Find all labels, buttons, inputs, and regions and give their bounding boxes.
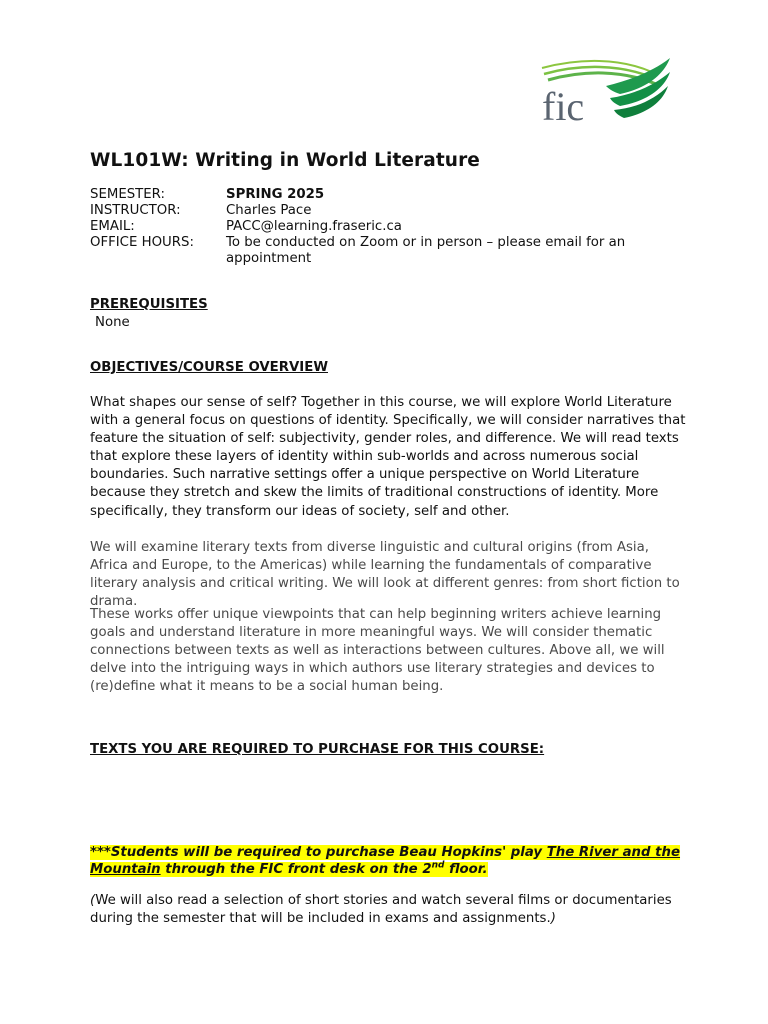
notice-superscript: nd [431,860,445,871]
meta-label: OFFICE HOURS: [90,235,194,250]
objectives-paragraph-2: We will examine literary texts from diverse linguistic and cultural origins (from Asia, Africa and Europe, to the Americas) while learning the fundamentals of comparative literary analysis and critical writing. We will look at different genres: from short fiction to drama. [90,540,680,610]
meta-label: EMAIL: [90,219,135,234]
book-title: The River and the Mountain [90,845,681,877]
note-open-paren: ( [90,893,96,908]
additional-readings-note [90,892,690,928]
fic-swoosh-icon [540,50,674,126]
meta-value: Charles Pace [226,203,312,218]
note-body: We will also read a selection of short stories and watch several films or documentaries during the semester that will be included in exams and assignments. [90,893,672,926]
objectives-paragraph-1: What shapes our sense of self? Together in this course, we will explore World Literature with a general focus on questions of identity. Specifically, we will consider narratives that feature the situation of self: subjectivity, gender roles, and difference. We will read texts that explore these layers of identity within sub-worlds and across numerous social boundaries. Such narrative settings offer a unique perspective on World Literature because they stretch and skew the limits of traditional constructions of identity. More specifically, they transform our ideas of society, self and other. [90,395,686,519]
objectives-paragraph-3: These works offer unique viewpoints that can help beginning writers achieve learning goals and understand literature in more meaningful ways. We will consider thematic connections between texts as well as interactions between cultures. Above all, we will delve into the intriguing ways in which authors use literary strategies and devices to (re)define what it means to be a social human being. [90,607,665,695]
course-meta [90,187,646,267]
notice-suffix: floor. [444,862,488,877]
meta-row-office-hours [90,235,646,267]
required-texts-heading: TEXTS YOU ARE REQUIRED TO PURCHASE FOR THIS COURSE: [90,742,545,757]
note-close-paren: ) [550,911,556,926]
meta-value: SPRING 2025 [226,187,325,202]
prerequisites-value: None [95,315,130,330]
meta-label: SEMESTER: [90,187,165,202]
objectives-heading: OBJECTIVES/COURSE OVERVIEW [90,360,328,375]
course-title: WL101W: Writing in World Literature [90,150,480,171]
meta-row-email [90,219,646,235]
meta-label: INSTRUCTOR: [90,203,181,218]
meta-row-instructor [90,203,646,219]
meta-row-semester [90,187,646,203]
notice-mid: through the FIC front desk on the 2 [160,862,432,877]
notice-highlight [90,845,680,877]
notice-prefix: ***Students will be required to purchase Beau Hopkins' play [90,845,547,860]
prerequisites-heading: PREREQUISITES [90,297,208,312]
purchase-notice [90,844,690,878]
meta-value: To be conducted on Zoom or in person – please email for an appointment [226,235,626,266]
fic-logo [540,50,674,126]
email-value: PACC@learning.fraseric.ca [226,219,402,234]
fic-logo-text: fic [542,84,585,126]
